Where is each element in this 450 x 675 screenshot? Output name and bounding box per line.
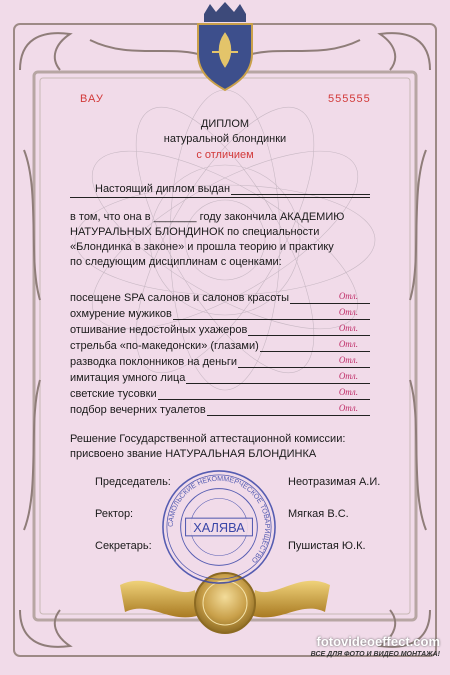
paragraph-line: по следующим дисциплинам с оценками: [70, 256, 282, 268]
commission-decision [70, 432, 390, 462]
signature-name: Мягкая В.С. [288, 508, 349, 520]
subject-grade: Отл. [338, 323, 358, 333]
watermark-tagline: ВСЕ ДЛЯ ФОТО И ВИДЕО МОНТАЖА! [310, 651, 440, 658]
subject-row [70, 385, 370, 400]
subject-grade: Отл. [338, 339, 358, 349]
paragraph-line: «Блондинка в законе» и прошла теорию и практику [70, 241, 334, 253]
subject-row [70, 321, 370, 336]
diploma-subtitle: натуральной блондинки [163, 133, 287, 145]
issued-label: Настоящий диплом выдан [95, 183, 231, 195]
honors-label: с отличием [196, 149, 254, 161]
name-blank [231, 184, 370, 195]
subject-grade: Отл. [338, 403, 358, 413]
subject-grade: Отл. [338, 291, 358, 301]
subject-name: светские тусовки [70, 388, 157, 400]
subject-grade: Отл. [338, 355, 358, 365]
issued-line [95, 180, 370, 195]
signature-role: Председатель: [95, 476, 171, 488]
subject-grade: Отл. [338, 387, 358, 397]
watermark-site: fotovideoeffect.com [316, 634, 440, 649]
signature-name: Неотразимая А.И. [288, 476, 381, 488]
subject-row [70, 289, 370, 304]
signature-name: Пушистая Ю.К. [288, 540, 366, 552]
subject-row [70, 305, 370, 320]
subject-row [70, 369, 370, 384]
subject-name: отшивание недостойных ухажеров [70, 324, 248, 336]
diploma-paragraph [70, 210, 380, 270]
diploma-title: ДИПЛОМ [200, 118, 250, 130]
stamp-ring-text: САМОЛЬСКИЕ НЕКОММЕРЧЕСКОЕ ТОВАРИЩЕСТВО [166, 474, 272, 565]
decision-line: присвоено звание НАТУРАЛЬНАЯ БЛОНДИНКА [70, 448, 317, 460]
stamp-center-text: ХАЛЯВА [193, 519, 245, 535]
name-blank-2 [70, 197, 370, 198]
paragraph-line: в том, что она в _______ году закончила АКАДЕМИЮ [70, 211, 345, 223]
subject-row [70, 401, 370, 416]
serial-number: 555555 [328, 93, 371, 105]
signature-role: Ректор: [95, 508, 134, 520]
signature-role: Секретарь: [95, 540, 152, 552]
subject-name: разводка поклонников на деньги [70, 356, 238, 368]
subject-grade: Отл. [338, 307, 358, 317]
subject-name: стрельба «по-македонски» (глазами) [70, 340, 259, 352]
crest-icon [198, 2, 252, 90]
subject-name: охмурение мужиков [70, 308, 172, 320]
subject-grade: Отл. [338, 371, 358, 381]
subject-name: подбор вечерних туалетов [70, 404, 206, 416]
subject-name: посещене SPA салонов и салонов красоты [70, 292, 290, 304]
series-code: ВАУ [80, 93, 104, 105]
subject-row [70, 337, 370, 352]
official-stamp [160, 468, 278, 586]
decision-line: Решение Государственной аттестационной комиссии: [70, 433, 346, 445]
subject-name: имитация умного лица [70, 372, 186, 384]
subject-row [70, 353, 370, 368]
paragraph-line: НАТУРАЛЬНЫХ БЛОНДИНОК по специальности [70, 226, 320, 238]
